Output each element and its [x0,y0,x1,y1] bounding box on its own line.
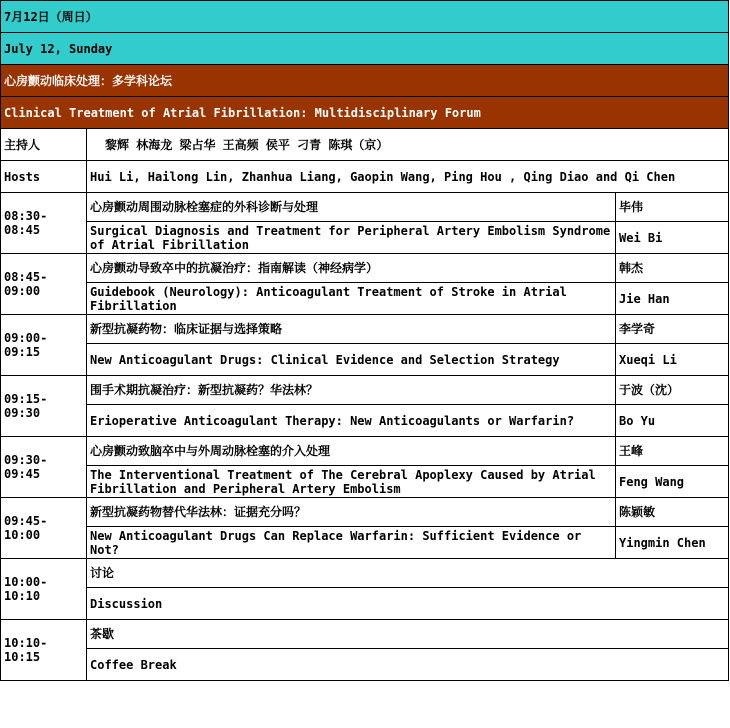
session-row-en [1,466,729,498]
session-row-cn [1,315,729,344]
break-label-en: Coffee Break [87,649,729,681]
session-row-en [1,344,729,376]
date-cn: 7月12日（周日） [1,1,729,33]
session-time: 09:00-09:15 [1,315,87,376]
session-topic-cn: 心房颤动致脑卒中与外周动脉栓塞的介入处理 [87,437,616,466]
break-row-cn [1,559,729,588]
session-speaker-en: Feng Wang [616,466,729,498]
session-row-cn [1,376,729,405]
hosts-names-cn: 黎辉 林海龙 梁占华 王高频 侯平 刁青 陈琪（京） [87,129,729,161]
break-time: 10:10-10:15 [1,620,87,681]
break-row-en [1,649,729,681]
session-topic-cn: 新型抗凝药物：临床证据与选择策略 [87,315,616,344]
forum-title-en: Clinical Treatment of Atrial Fibrillation: Multidisciplinary Forum [1,97,729,129]
session-topic-en: Erioperative Anticoagulant Therapy: New Anticoagulants or Warfarin? [87,405,616,437]
session-time: 09:15-09:30 [1,376,87,437]
session-speaker-cn: 王峰 [616,437,729,466]
session-topic-en: New Anticoagulant Drugs: Clinical Evidence and Selection Strategy [87,344,616,376]
date-en: July 12, Sunday [1,33,729,65]
title-cn-row [1,65,729,97]
session-row-cn [1,193,729,222]
break-row-en [1,588,729,620]
session-row-en [1,405,729,437]
session-topic-cn: 心房颤动周围动脉栓塞症的外科诊断与处理 [87,193,616,222]
break-row-cn [1,620,729,649]
session-topic-en: The Interventional Treatment of The Cerebral Apoplexy Caused by Atrial Fibrillation and Peripheral Artery Embolism [87,466,616,498]
hosts-label-cn: 主持人 [1,129,87,161]
break-label-en: Discussion [87,588,729,620]
session-speaker-en: Xueqi Li [616,344,729,376]
session-row-en [1,222,729,254]
session-speaker-en: Wei Bi [616,222,729,254]
date-cn-row [1,1,729,33]
session-row-en [1,527,729,559]
session-topic-en: Guidebook (Neurology): Anticoagulant Treatment of Stroke in Atrial Fibrillation [87,283,616,315]
date-en-row [1,33,729,65]
session-speaker-cn: 陈颖敏 [616,498,729,527]
session-speaker-en: Jie Han [616,283,729,315]
session-speaker-cn: 毕伟 [616,193,729,222]
session-topic-en: Surgical Diagnosis and Treatment for Peripheral Artery Embolism Syndrome of Atrial Fibrillation [87,222,616,254]
session-topic-cn: 心房颤动导致卒中的抗凝治疗：指南解读（神经病学） [87,254,616,283]
hosts-label-en: Hosts [1,161,87,193]
session-row-cn [1,498,729,527]
session-time: 08:30-08:45 [1,193,87,254]
break-time: 10:00-10:10 [1,559,87,620]
break-label-cn: 讨论 [87,559,729,588]
hosts-en-row [1,161,729,193]
session-time: 09:45-10:00 [1,498,87,559]
title-en-row [1,97,729,129]
session-speaker-en: Bo Yu [616,405,729,437]
hosts-cn-row [1,129,729,161]
session-row-cn [1,437,729,466]
session-row-cn [1,254,729,283]
session-speaker-cn: 李学奇 [616,315,729,344]
session-speaker-cn: 于波（沈） [616,376,729,405]
session-time: 08:45-09:00 [1,254,87,315]
session-topic-cn: 新型抗凝药物替代华法林：证据充分吗？ [87,498,616,527]
session-speaker-en: Yingmin Chen [616,527,729,559]
session-speaker-cn: 韩杰 [616,254,729,283]
session-time: 09:30-09:45 [1,437,87,498]
break-label-cn: 茶歇 [87,620,729,649]
session-row-en [1,283,729,315]
forum-title-cn: 心房颤动临床处理：多学科论坛 [1,65,729,97]
session-topic-en: New Anticoagulant Drugs Can Replace Warfarin: Sufficient Evidence or Not? [87,527,616,559]
session-topic-cn: 围手术期抗凝治疗：新型抗凝药？华法林？ [87,376,616,405]
hosts-names-en: Hui Li, Hailong Lin, Zhanhua Liang, Gaopin Wang, Ping Hou , Qing Diao and Qi Chen [87,161,729,193]
